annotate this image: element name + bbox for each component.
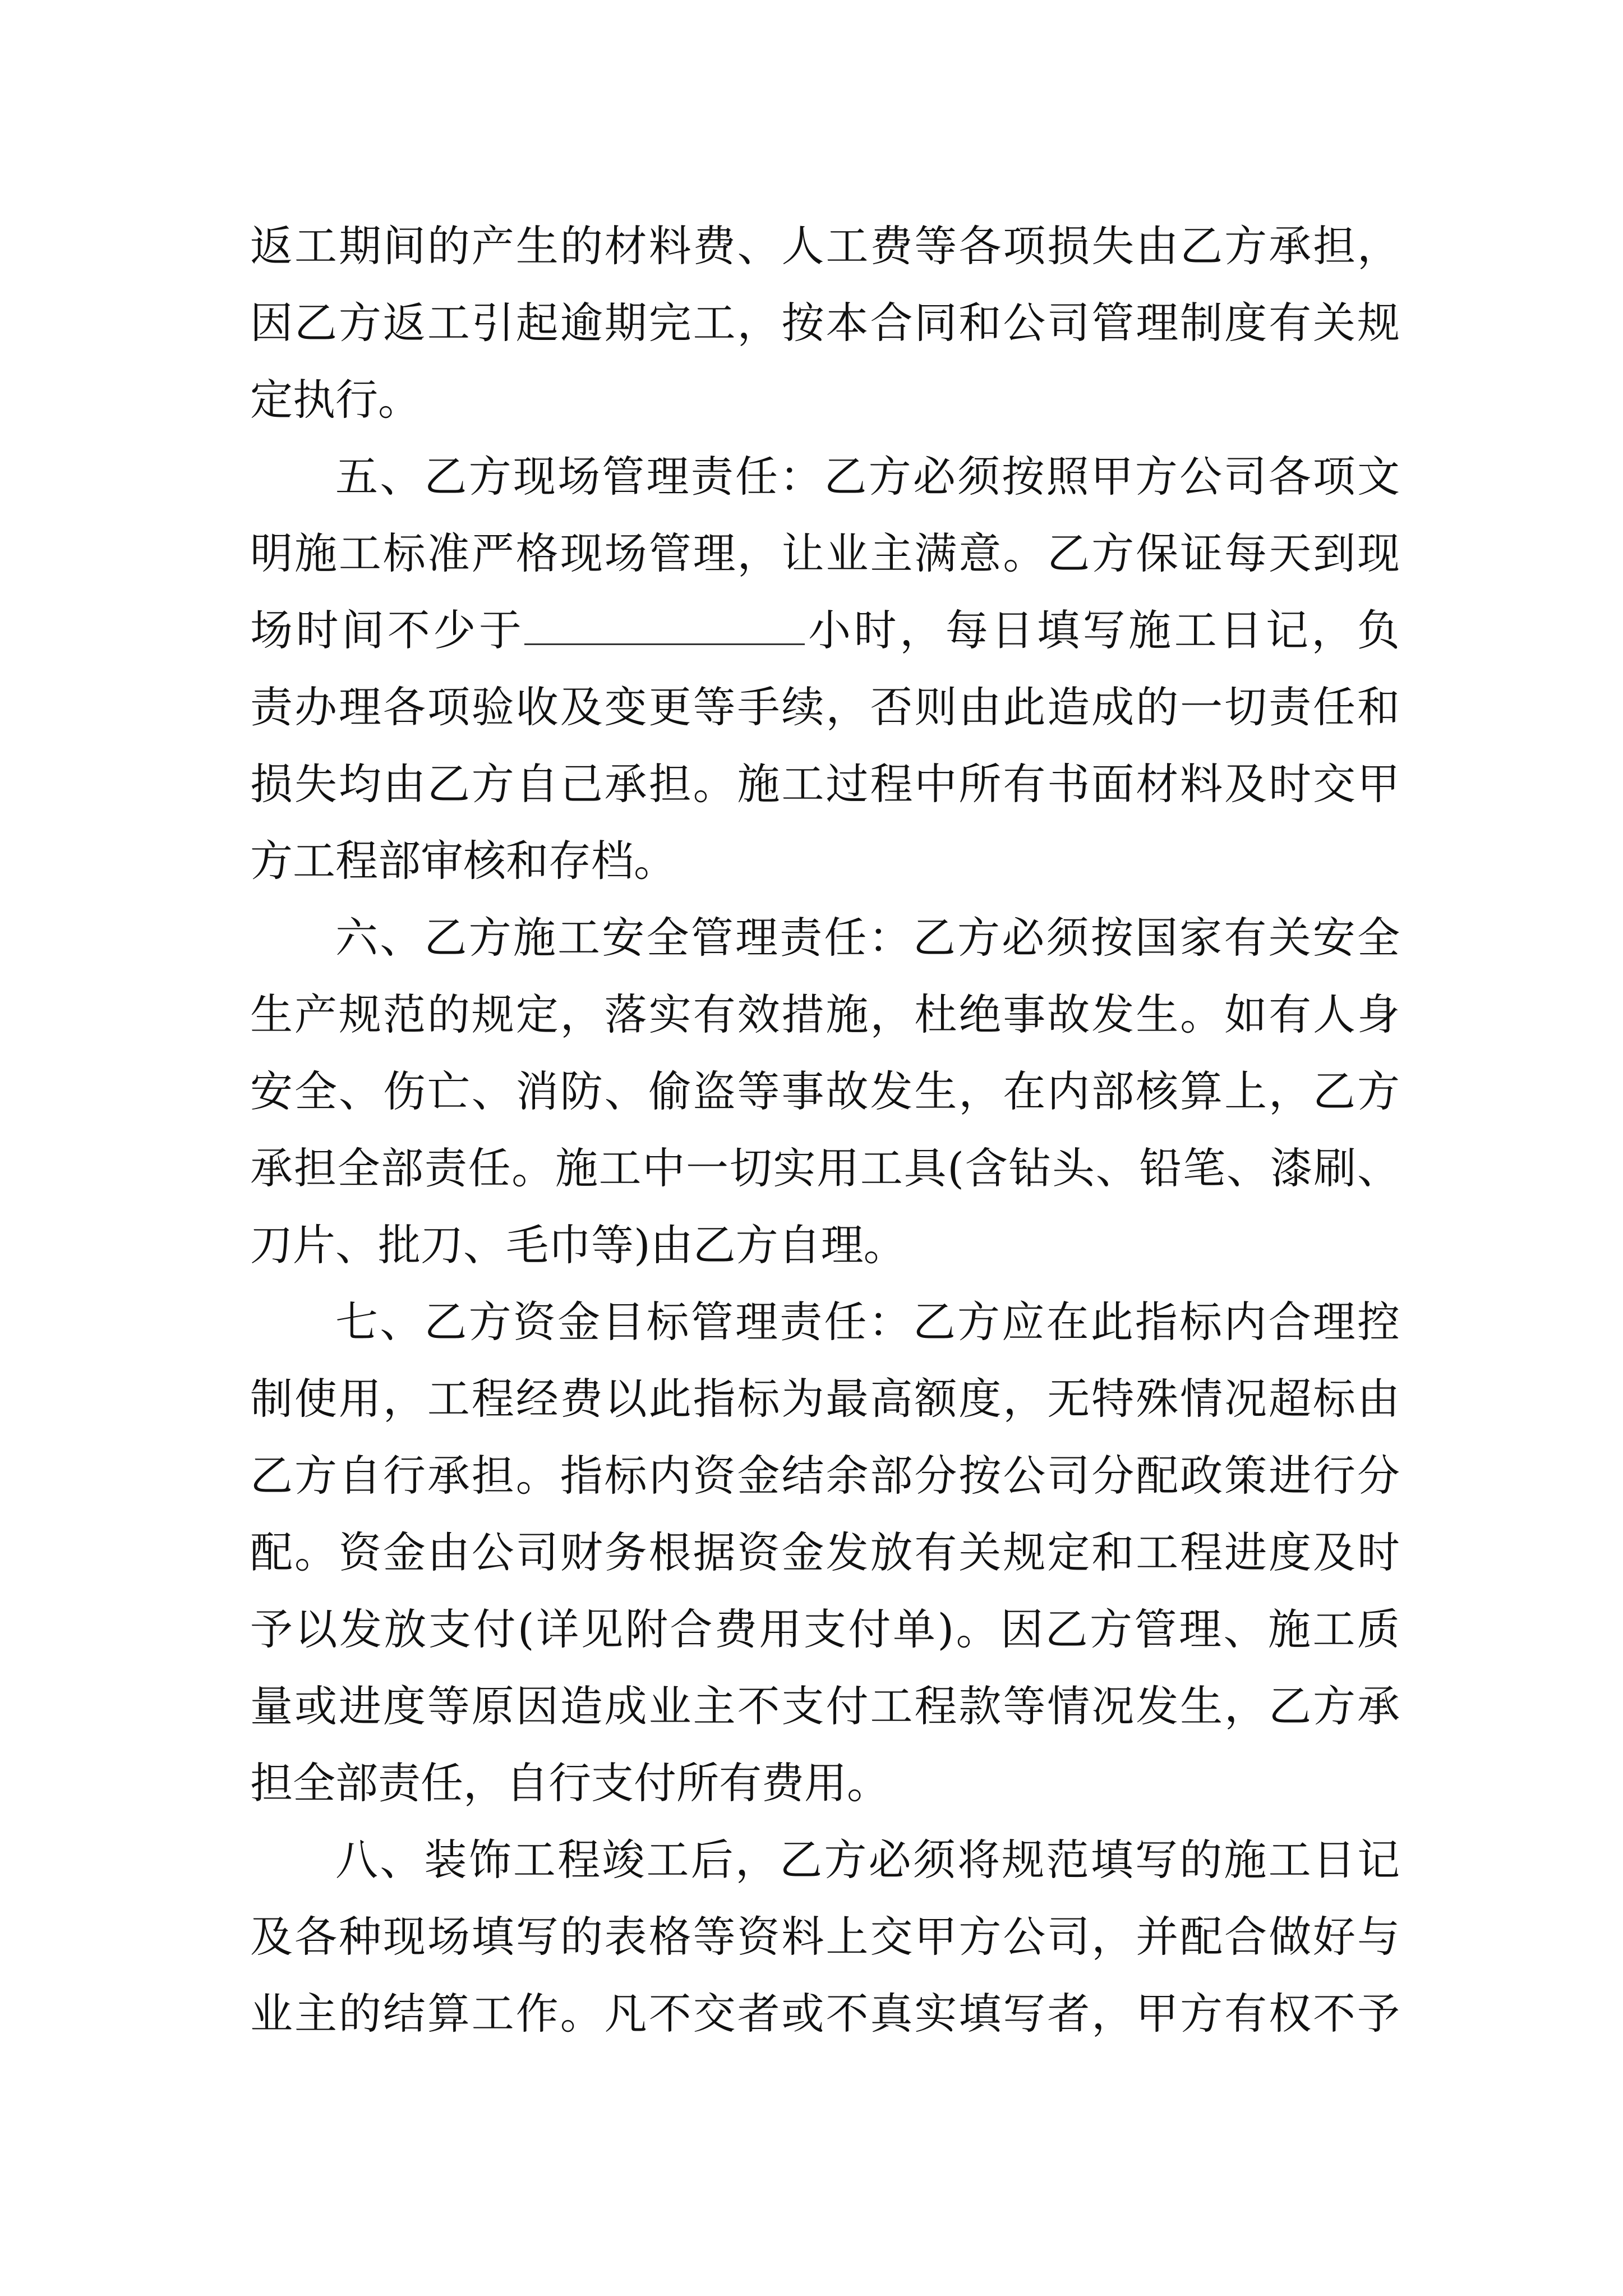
text-segment: 小时，每日填写施工日记，负 (805, 605, 1400, 655)
text-line: 安全、伤亡、消防、偷盗等事故发生，在内部核算上，乙方 (250, 1066, 1400, 1116)
text-line: 返工期间的产生的材料费、人工费等各项损失由乙方承担， (250, 221, 1400, 271)
paragraph-completion (250, 1821, 1400, 2052)
text-line: 业主的结算工作。凡不交者或不真实填写者，甲方有权不予 (250, 1989, 1400, 2039)
text-line: 配。资金由公司财务根据资金发放有关规定和工程进度及时 (250, 1527, 1400, 1577)
text-line: 量或进度等原因造成业主不支付工程款等情况发生，乙方承 (250, 1681, 1400, 1731)
body-text (250, 208, 1400, 2052)
text-line: 乙方自行承担。指标内资金结余部分按公司分配政策进行分 (250, 1451, 1400, 1501)
paragraph-safety-management (250, 899, 1400, 1283)
text-line: 及各种现场填写的表格等资料上交甲方公司，并配合做好与 (250, 1912, 1400, 1962)
text-line: 制使用，工程经费以此指标为最高额度，无特殊情况超标由 (250, 1374, 1400, 1424)
paragraph-rework-continuation (250, 208, 1400, 438)
text-line: 担全部责任，自行支付所有费用。 (250, 1758, 889, 1808)
text-line: 刀片、批刀、毛巾等)由乙方自理。 (250, 1220, 906, 1270)
text-line-with-blank (250, 592, 1400, 669)
text-line: 责办理各项验收及变更等手续，否则由此造成的一切责任和 (250, 682, 1400, 732)
text-line: 八、装饰工程竣工后，乙方必须将规范填写的施工日记 (335, 1835, 1400, 1885)
text-line: 因乙方返工引起逾期完工，按本合同和公司管理制度有关规 (250, 298, 1400, 348)
text-line: 方工程部审核和存档。 (250, 836, 676, 886)
text-line: 定执行。 (250, 375, 421, 425)
text-line: 生产规范的规定，落实有效措施，杜绝事故发生。如有人身 (250, 990, 1400, 1039)
text-line: 五、乙方现场管理责任：乙方必须按照甲方公司各项文 (335, 452, 1400, 501)
text-line: 承担全部责任。施工中一切实用工具(含钻头、铅笔、漆刷、 (250, 1143, 1400, 1193)
fill-in-blank (524, 610, 805, 645)
text-line: 六、乙方施工安全管理责任：乙方必须按国家有关安全 (335, 913, 1400, 963)
text-line: 明施工标准严格现场管理，让业主满意。乙方保证每天到现 (250, 528, 1400, 578)
text-line: 七、乙方资金目标管理责任：乙方应在此指标内合理控 (335, 1297, 1400, 1347)
text-line: 予以发放支付(详见附合费用支付单)。因乙方管理、施工质 (250, 1604, 1400, 1654)
text-line: 损失均由乙方自己承担。施工过程中所有书面材料及时交甲 (250, 759, 1400, 809)
paragraph-site-management (250, 438, 1400, 899)
paragraph-fund-management (250, 1283, 1400, 1821)
text-segment: 场时间不少于 (250, 605, 525, 655)
